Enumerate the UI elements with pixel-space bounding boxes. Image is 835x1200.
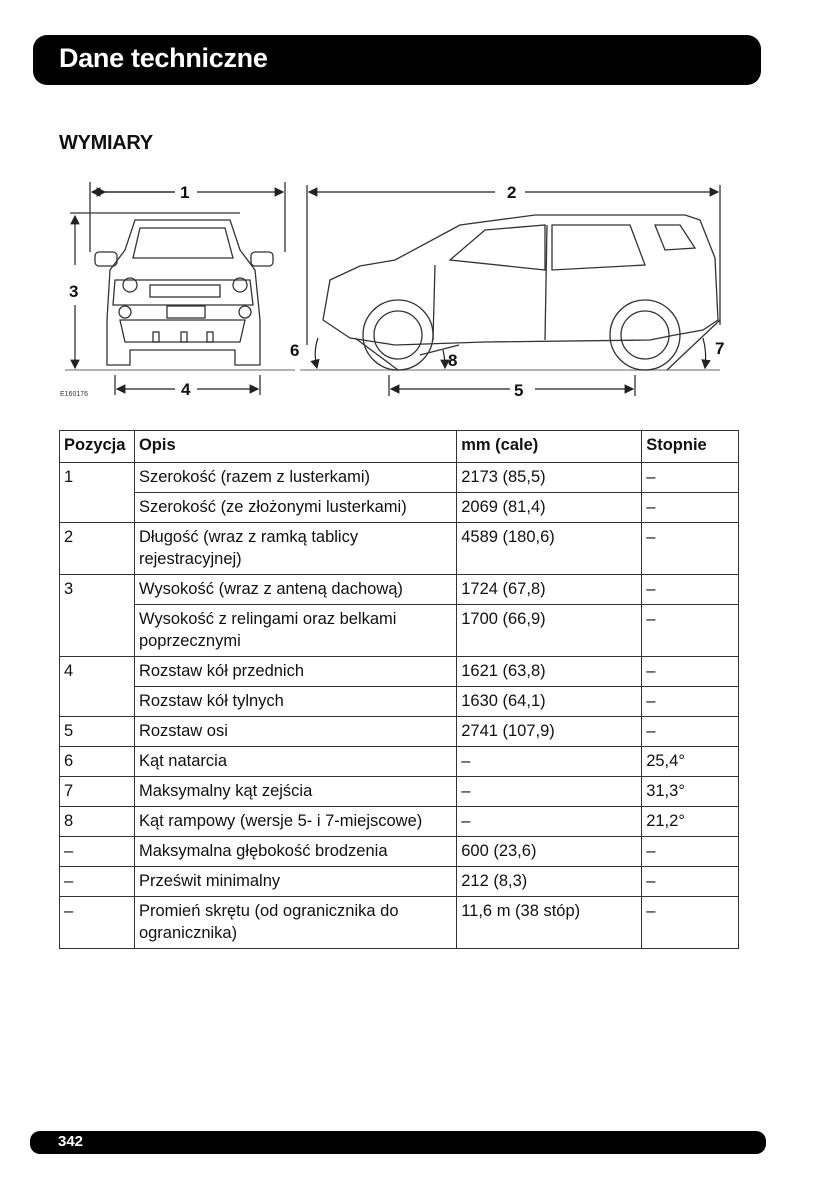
page-number: 342 — [58, 1133, 84, 1150]
cell-deg: – — [642, 605, 739, 657]
cell-desc: Wysokość z relingami oraz belkami poprzecznymi — [134, 605, 456, 657]
table-row — [60, 657, 739, 687]
table-row — [60, 523, 739, 575]
header-opis: Opis — [134, 431, 456, 463]
cell-desc: Promień skrętu (od ogranicznika do ogranicznika) — [134, 897, 456, 949]
label-6: 6 — [290, 341, 300, 360]
cell-desc: Kąt rampowy (wersje 5- i 7-miejscowe) — [134, 807, 456, 837]
cell-deg: – — [642, 523, 739, 575]
header-mm: mm (cale) — [457, 431, 642, 463]
cell-pos: – — [60, 837, 135, 867]
cell-pos: 3 — [60, 575, 135, 657]
side-view — [300, 185, 720, 370]
table-row — [60, 717, 739, 747]
cell-desc: Maksymalna głębokość brodzenia — [134, 837, 456, 867]
front-view — [65, 182, 295, 370]
cell-pos: 4 — [60, 657, 135, 717]
table-header-row — [60, 431, 739, 463]
label-3: 3 — [69, 282, 79, 301]
cell-desc: Wysokość (wraz z anteną dachową) — [134, 575, 456, 605]
cell-mm: – — [457, 807, 642, 837]
cell-mm: 2069 (81,4) — [457, 493, 642, 523]
cell-pos: 2 — [60, 523, 135, 575]
chapter-title: Dane techniczne — [59, 43, 268, 73]
cell-desc: Szerokość (razem z lusterkami) — [134, 463, 456, 493]
label-2: 2 — [507, 183, 517, 202]
table-row — [60, 777, 739, 807]
label-1: 1 — [180, 183, 190, 202]
cell-mm: 1621 (63,8) — [457, 657, 642, 687]
table-row — [60, 687, 739, 717]
side-dimension-lines — [309, 192, 718, 396]
cell-desc: Rozstaw osi — [134, 717, 456, 747]
cell-mm: 212 (8,3) — [457, 867, 642, 897]
cell-pos: 7 — [60, 777, 135, 807]
header-pozycja: Pozycja — [60, 431, 135, 463]
table-row — [60, 575, 739, 605]
section-title: WYMIARY — [59, 132, 153, 154]
cell-deg: 25,4° — [642, 747, 739, 777]
cell-desc: Kąt natarcia — [134, 747, 456, 777]
cell-deg: – — [642, 657, 739, 687]
cell-desc: Prześwit minimalny — [134, 867, 456, 897]
cell-mm: 1630 (64,1) — [457, 687, 642, 717]
page-footer — [30, 1131, 766, 1154]
cell-desc: Rozstaw kół tylnych — [134, 687, 456, 717]
cell-mm: 4589 (180,6) — [457, 523, 642, 575]
cell-mm: 1724 (67,8) — [457, 575, 642, 605]
cell-desc: Maksymalny kąt zejścia — [134, 777, 456, 807]
label-5: 5 — [514, 381, 524, 400]
table-row — [60, 837, 739, 867]
cell-pos: – — [60, 867, 135, 897]
cell-pos: 8 — [60, 807, 135, 837]
table-row — [60, 867, 739, 897]
cell-deg: – — [642, 717, 739, 747]
cell-desc: Rozstaw kół przednich — [134, 657, 456, 687]
cell-deg: – — [642, 463, 739, 493]
cell-deg: – — [642, 493, 739, 523]
cell-mm: 2741 (107,9) — [457, 717, 642, 747]
cell-mm: 600 (23,6) — [457, 837, 642, 867]
table-row — [60, 747, 739, 777]
cell-deg: – — [642, 837, 739, 867]
label-7: 7 — [715, 339, 725, 358]
cell-mm: 11,6 m (38 stóp) — [457, 897, 642, 949]
cell-mm: – — [457, 777, 642, 807]
cell-pos: – — [60, 897, 135, 949]
dimensions-table — [59, 430, 739, 949]
cell-deg: 31,3° — [642, 777, 739, 807]
cell-mm: – — [457, 747, 642, 777]
label-8: 8 — [448, 351, 458, 370]
cell-desc: Długość (wraz z ramką tablicy rejestracyjnej) — [134, 523, 456, 575]
table-row — [60, 807, 739, 837]
cell-mm: 1700 (66,9) — [457, 605, 642, 657]
table-row — [60, 605, 739, 657]
cell-deg: – — [642, 867, 739, 897]
cell-desc: Szerokość (ze złożonymi lusterkami) — [134, 493, 456, 523]
cell-deg: – — [642, 575, 739, 605]
cell-deg: – — [642, 897, 739, 949]
cell-deg: – — [642, 687, 739, 717]
chapter-header — [33, 35, 761, 85]
vehicle-dimensions-diagram — [55, 170, 745, 410]
cell-pos: 1 — [60, 463, 135, 523]
header-stopnie: Stopnie — [642, 431, 739, 463]
cell-pos: 5 — [60, 717, 135, 747]
table-row — [60, 493, 739, 523]
table-row — [60, 463, 739, 493]
cell-pos: 6 — [60, 747, 135, 777]
cell-mm: 2173 (85,5) — [457, 463, 642, 493]
cell-deg: 21,2° — [642, 807, 739, 837]
table-row — [60, 897, 739, 949]
figure-code: E160176 — [60, 391, 89, 398]
label-4: 4 — [181, 380, 191, 399]
